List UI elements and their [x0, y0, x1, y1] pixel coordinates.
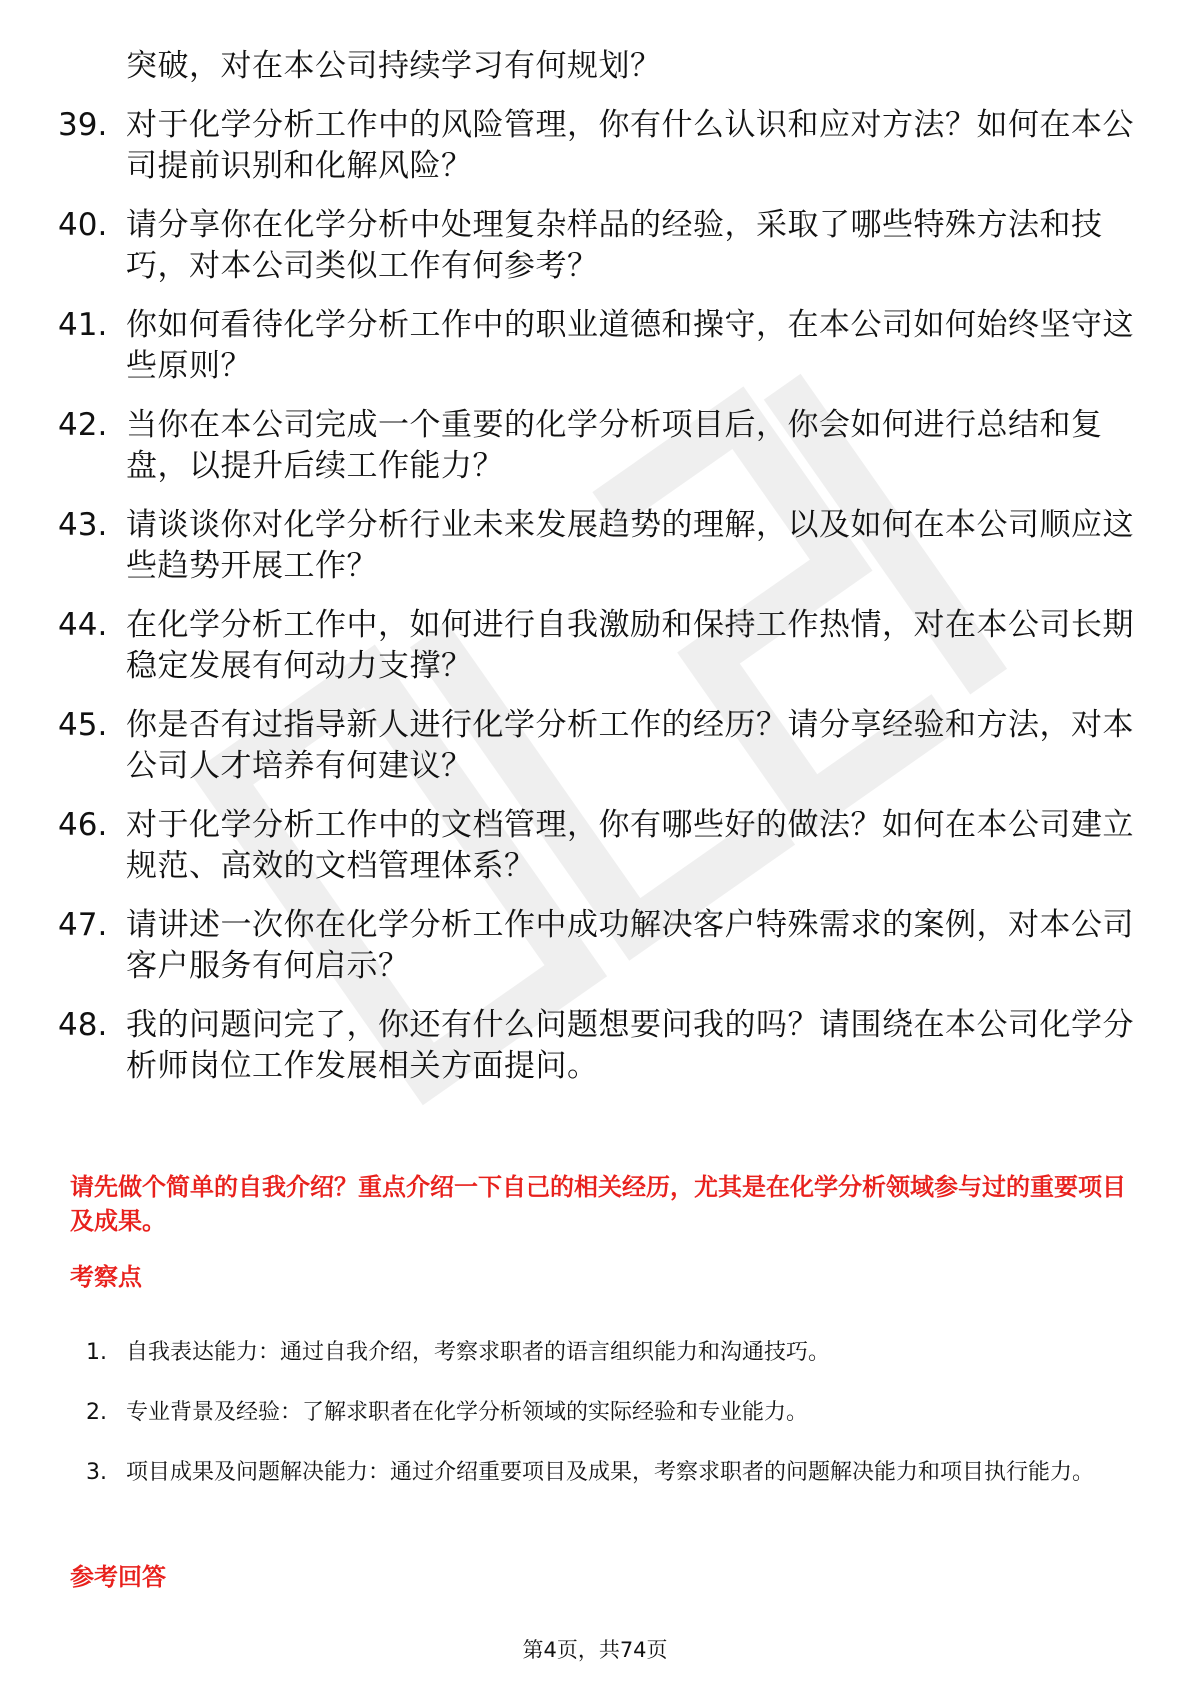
list-item: [58, 505, 1138, 587]
point-number: 2.: [86, 1400, 107, 1425]
question-number: 45.: [58, 707, 108, 743]
question-number: 41.: [58, 307, 108, 343]
list-item: [58, 1005, 1138, 1087]
question-text: 你是否有过指导新人进行化学分析工作的经历？请分享经验和方法，对本公司人才培养有何建议？: [126, 707, 1134, 784]
question-number: 39.: [58, 107, 108, 143]
assessment-heading: 考察点: [70, 1263, 142, 1291]
list-item: [58, 805, 1138, 887]
point-number: 1.: [86, 1340, 107, 1365]
list-item: [58, 405, 1138, 487]
question-number: 47.: [58, 907, 108, 943]
page-indicator: 第4页，共74页: [522, 1638, 668, 1662]
assessment-points: [86, 1336, 1126, 1529]
question-number: 42.: [58, 407, 108, 443]
question-text: 请分享你在化学分析中处理复杂样品的经验，采取了哪些特殊方法和技巧，对本公司类似工作有何参考？: [126, 207, 1103, 284]
list-item: [58, 705, 1138, 787]
point-number: 3.: [86, 1460, 107, 1485]
question-number: 40.: [58, 207, 108, 243]
question-text: 当你在本公司完成一个重要的化学分析项目后，你会如何进行总结和复盘，以提升后续工作能力？: [126, 407, 1103, 484]
question-number: 46.: [58, 807, 108, 843]
highlighted-question: 请先做个简单的自我介绍？重点介绍一下自己的相关经历，尤其是在化学分析领域参与过的重要项目及成果。: [70, 1173, 1126, 1235]
reference-answer-heading: 参考回答: [70, 1563, 166, 1591]
question-text: 我的问题问完了，你还有什么问题想要问我的吗？请围绕在本公司化学分析师岗位工作发展相关方面提问。: [126, 1007, 1134, 1084]
question-number: 43.: [58, 507, 108, 543]
list-item: [58, 305, 1138, 387]
question-text: 对于化学分析工作中的风险管理，你有什么认识和应对方法？如何在本公司提前识别和化解风险？: [126, 107, 1134, 184]
question-text: 请讲述一次你在化学分析工作中成功解决客户特殊需求的案例，对本公司客户服务有何启示？: [126, 907, 1134, 984]
point-text: 自我表达能力：通过自我介绍，考察求职者的语言组织能力和沟通技巧。: [126, 1340, 831, 1365]
question-continuation: 突破，对在本公司持续学习有何规划？: [126, 48, 662, 84]
list-item: [58, 605, 1138, 687]
list-item: [58, 905, 1138, 987]
question-text: 你如何看待化学分析工作中的职业道德和操守，在本公司如何始终坚守这些原则？: [126, 307, 1134, 384]
list-item: [86, 1336, 1126, 1370]
point-text: 项目成果及问题解决能力：通过介绍重要项目及成果，考察求职者的问题解决能力和项目执行能力。: [126, 1460, 1095, 1485]
question-text: 请谈谈你对化学分析行业未来发展趋势的理解，以及如何在本公司顺应这些趋势开展工作？: [126, 507, 1134, 584]
list-item: [86, 1396, 1126, 1430]
list-item: [58, 205, 1138, 287]
point-text: 专业背景及经验：了解求职者在化学分析领域的实际经验和专业能力。: [126, 1400, 809, 1425]
question-text: 对于化学分析工作中的文档管理，你有哪些好的做法？如何在本公司建立规范、高效的文档管理体系？: [126, 807, 1134, 884]
question-list: [58, 46, 1138, 1105]
list-item: [86, 1456, 1126, 1503]
question-text: 在化学分析工作中，如何进行自我激励和保持工作热情，对在本公司长期稳定发展有何动力支撑？: [126, 607, 1134, 684]
question-number: 44.: [58, 607, 108, 643]
list-item: [58, 105, 1138, 187]
question-number: 48.: [58, 1007, 108, 1043]
